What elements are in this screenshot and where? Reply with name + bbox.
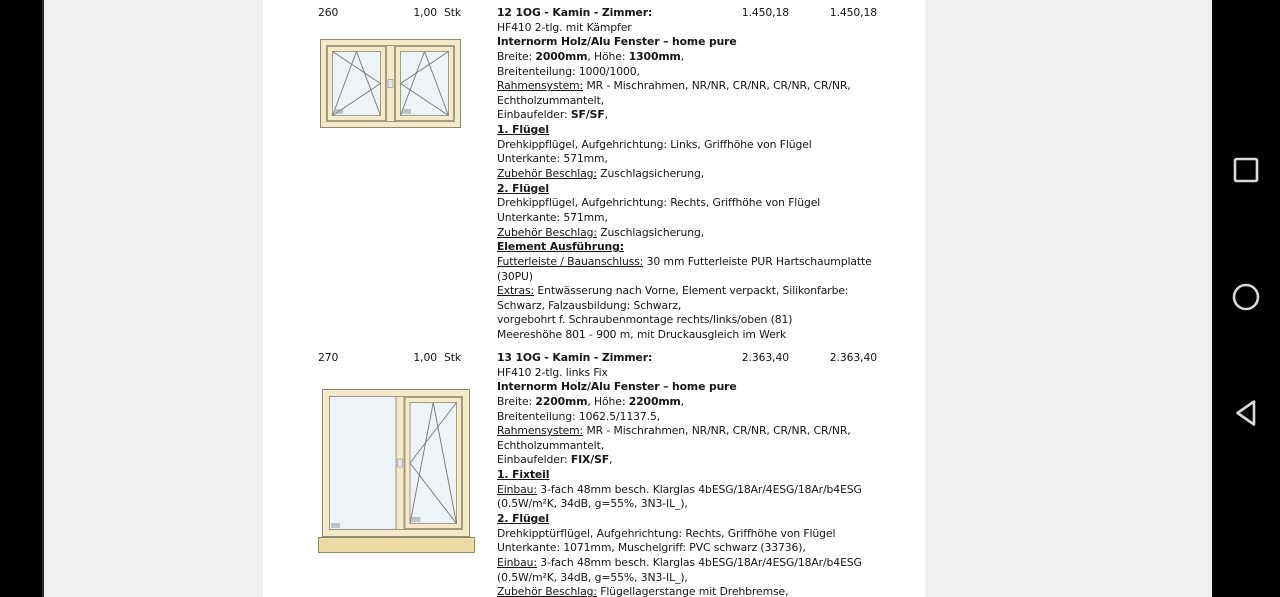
description-line: Breite: 2200mm, Höhe: 2200mm, <box>497 394 685 408</box>
description-line: Zubehör Beschlag: Flügellagerstange mit Drehbremse, <box>497 585 789 597</box>
description-line: Breite: 2000mm, Höhe: 1300mm, <box>497 49 685 63</box>
description-line: Einbaufelder: SF/SF, <box>497 108 608 122</box>
left-system-bar <box>0 0 44 597</box>
android-navigation-bar <box>1212 0 1280 597</box>
description-line: (30PU) <box>497 269 533 283</box>
item-total-price: 2.363,40 <box>829 351 877 364</box>
pdf-viewer-canvas[interactable] <box>46 0 1212 597</box>
item-title: 13 1OG - Kamin - Zimmer: <box>497 351 653 364</box>
item-total-price: 1.450,18 <box>829 6 877 19</box>
description-line: Schwarz, Falzausbildung: Schwarz, <box>497 298 682 312</box>
description-line: Breitenteilung: 1062.5/1137.5, <box>497 409 661 423</box>
description-line: 2. Flügel <box>497 512 549 526</box>
description-line: HF410 2-tlg. mit Kämpfer <box>497 20 632 34</box>
description-line: Einbau: 3-fach 48mm besch. Klarglas 4bESG/18Ar/4ESG/18Ar/b4ESG <box>497 555 862 569</box>
circle-icon <box>1232 283 1260 314</box>
description-line: Rahmensystem: MR - Mischrahmen, NR/NR, CR/NR, CR/NR, CR/NR, <box>497 424 851 438</box>
item-unit-price: 1.450,18 <box>741 6 789 19</box>
description-line: Zubehör Beschlag: Zuschlagsicherung, <box>497 225 705 239</box>
description-line: vorgebohrt f. Schraubenmontage rechts/links/oben (81) <box>497 313 793 327</box>
item-pos: 260 <box>318 6 339 19</box>
description-line: (0.5W/m²K, 34dB, g=55%, 3N3-IL_), <box>497 570 688 584</box>
description-line: Unterkante: 571mm, <box>497 152 608 166</box>
item-description <box>497 366 862 597</box>
description-line: 1. Flügel <box>497 123 549 137</box>
description-line: Futterleiste / Bauanschluss: 30 mm Futterleiste PUR Hartschaumplatte <box>497 254 872 268</box>
square-icon <box>1233 157 1259 186</box>
description-line: Extras: Entwässerung nach Vorne, Element verpackt, Silikonfarbe: <box>497 284 849 298</box>
window-drawing <box>318 389 475 554</box>
description-line: Unterkante: 1071mm, Muschelgriff: PVC schwarz (33736), <box>497 541 806 555</box>
item-pos: 270 <box>318 351 339 364</box>
description-line: Echtholzummantelt, <box>497 93 605 107</box>
description-line: Einbau: 3-fach 48mm besch. Klarglas 4bESG/18Ar/4ESG/18Ar/b4ESG <box>497 482 862 496</box>
item-unit: Stk <box>444 6 462 19</box>
description-line: 2. Flügel <box>497 181 549 195</box>
home-button[interactable] <box>1212 270 1280 326</box>
recents-button[interactable] <box>1212 143 1280 199</box>
description-line: Zubehör Beschlag: Zuschlagsicherung, <box>497 167 705 181</box>
description-line: 1. Fixteil <box>497 468 550 482</box>
description-line: Unterkante: 571mm, <box>497 210 608 224</box>
item-unit-price: 2.363,40 <box>741 351 789 364</box>
description-line: Echtholzummantelt, <box>497 438 605 452</box>
item-qty: 1,00 <box>413 6 437 19</box>
description-line: Internorm Holz/Alu Fenster – home pure <box>497 380 737 394</box>
description-line: Drehkippflügel, Aufgehrichtung: Rechts, Griffhöhe von Flügel <box>497 196 821 210</box>
item-description <box>497 21 872 343</box>
triangle-left-icon <box>1233 398 1259 431</box>
description-line: Meereshöhe 801 - 900 m, mit Druckausgleich im Werk <box>497 328 787 342</box>
description-line: HF410 2-tlg. links Fix <box>497 365 608 379</box>
description-line: (0.5W/m²K, 34dB, g=55%, 3N3-IL_), <box>497 497 688 511</box>
description-line: Element Ausführung: <box>497 240 624 254</box>
description-line: Einbaufelder: FIX/SF, <box>497 453 613 467</box>
back-button[interactable] <box>1212 386 1280 442</box>
document-page <box>263 0 925 597</box>
item-unit: Stk <box>444 351 462 364</box>
description-line: Rahmensystem: MR - Mischrahmen, NR/NR, CR/NR, CR/NR, CR/NR, <box>497 79 851 93</box>
description-line: Internorm Holz/Alu Fenster – home pure <box>497 35 737 49</box>
item-title: 12 1OG - Kamin - Zimmer: <box>497 6 653 19</box>
window-drawing <box>320 39 461 128</box>
description-line: Breitenteilung: 1000/1000, <box>497 64 640 78</box>
description-line: Drehkipptürflügel, Aufgehrichtung: Rechts, Griffhöhe von Flügel <box>497 526 836 540</box>
description-line: Drehkippflügel, Aufgehrichtung: Links, Griffhöhe von Flügel <box>497 137 812 151</box>
item-qty: 1,00 <box>413 351 437 364</box>
